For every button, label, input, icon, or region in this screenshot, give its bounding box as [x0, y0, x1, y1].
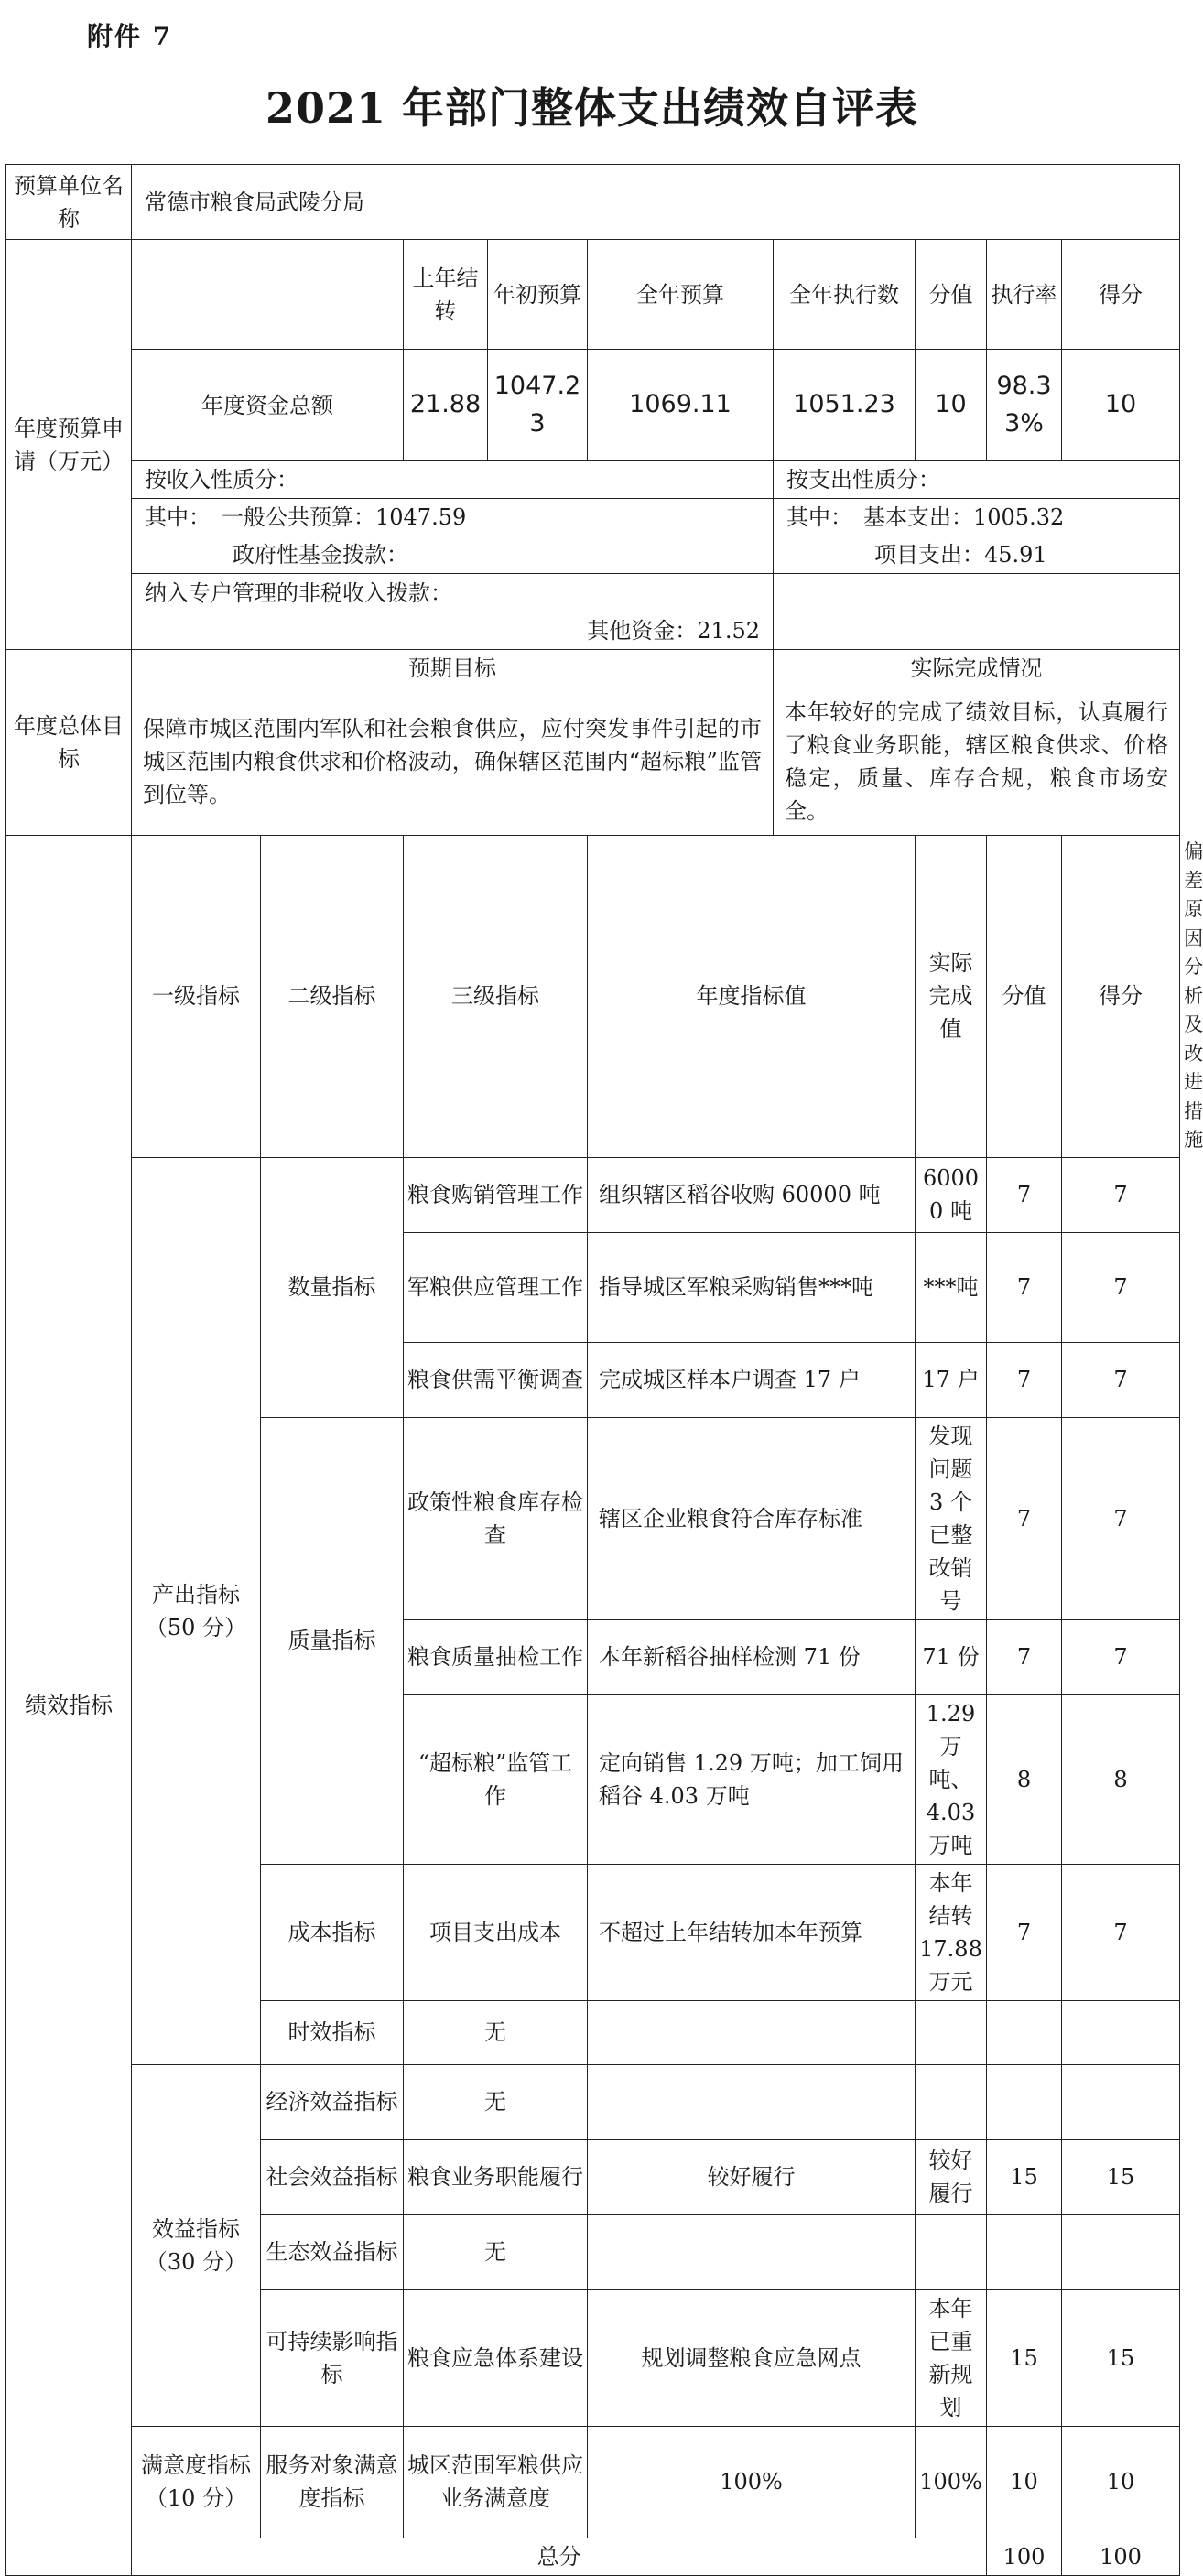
output-indicator-label: 产出指标（50 分）: [132, 1157, 261, 2064]
header-score: 得分: [1062, 240, 1180, 350]
actual-cell: 发现问题 3 个已整改销号: [916, 1417, 987, 1619]
score-cell: [1062, 2000, 1180, 2064]
expense-blank-1: [774, 574, 1180, 612]
actual-cell: 60000 吨: [916, 1157, 987, 1232]
cost-indicator-label: 成本指标: [261, 1864, 404, 2000]
total-funds-label: 年度资金总额: [132, 350, 404, 461]
header-score-value: 分值: [916, 240, 987, 350]
actual-cell: 本年已重新规划: [916, 2289, 987, 2426]
satisfaction-indicator-label: 满意度指标（10 分）: [132, 2426, 261, 2538]
value-cell: 7: [987, 1619, 1062, 1694]
unit-value: 常德市粮食局武陵分局: [132, 165, 1180, 240]
expected-goal-text: 保障市城区范围内军队和社会粮食供应，应付突发事件引起的市城区范围内粮食供求和价格波动，确保辖区范围内“超标粮”监管到位等。: [132, 687, 774, 836]
target-cell: 较好履行: [588, 2139, 916, 2214]
target-cell: [588, 2000, 916, 2064]
actual-cell: [916, 2064, 987, 2139]
attachment-label: 附件 7: [87, 21, 173, 51]
basic-expense: 其中： 基本支出：1005.32: [774, 499, 1180, 536]
level3-cell: “超标粮”监管工作: [404, 1694, 588, 1864]
total-score: 10: [1062, 350, 1180, 461]
actual-cell: 17 户: [916, 1342, 987, 1417]
score-cell: 7: [1062, 1342, 1180, 1417]
budget-label: 年度预算申请（万元）: [6, 240, 132, 650]
target-cell: 指导城区军粮采购销售***吨: [588, 1232, 916, 1342]
expected-goal-title: 预期目标: [132, 650, 774, 687]
actual-cell: 较好履行: [916, 2139, 987, 2214]
score-cell: [1062, 2214, 1180, 2289]
score-cell: 15: [1062, 2139, 1180, 2214]
level2-cell: 经济效益指标: [261, 2064, 404, 2139]
quantity-indicator-label: 数量指标: [261, 1157, 404, 1417]
level3-cell: 项目支出成本: [404, 1864, 588, 2000]
header-rate: 执行率: [987, 240, 1062, 350]
score-cell: [1062, 2064, 1180, 2139]
target-cell: 辖区企业粮食符合库存标准: [588, 1417, 916, 1619]
actual-cell: ***吨: [916, 1232, 987, 1342]
level2-cell: 服务对象满意度指标: [261, 2426, 404, 2538]
actual-cell: 100%: [916, 2426, 987, 2538]
page-title: 2021 年部门整体支出绩效自评表: [265, 83, 919, 133]
value-cell: 7: [987, 1864, 1062, 2000]
value-cell: [987, 2214, 1062, 2289]
total-score-points: 100: [1062, 2538, 1180, 2575]
level3-cell: 无: [404, 2000, 588, 2064]
total-score-label: 总分: [132, 2538, 987, 2575]
value-cell: 7: [987, 1157, 1062, 1232]
header-full: 全年预算: [588, 240, 774, 350]
score-cell: 7: [1062, 1157, 1180, 1232]
header-exec: 全年执行数: [774, 240, 916, 350]
quality-indicator-label: 质量指标: [261, 1417, 404, 1864]
total-rate: 98.33%: [987, 350, 1062, 461]
level3-cell: 政策性粮食库存检查: [404, 1417, 588, 1619]
expense-title: 按支出性质分：: [774, 461, 1180, 499]
income-title: 按收入性质分：: [132, 461, 774, 499]
total-initial: 1047.23: [488, 350, 588, 461]
value-cell: 15: [987, 2139, 1062, 2214]
value-cell: 7: [987, 1417, 1062, 1619]
header-level1: 一级指标: [132, 836, 261, 1158]
score-cell: 10: [1062, 2426, 1180, 2538]
nontax-income: 纳入专户管理的非税收入拨款：: [132, 574, 774, 612]
header-target: 年度指标值: [588, 836, 916, 1158]
evaluation-table: 预算单位名称 常德市粮食局武陵分局 年度预算申请（万元） 上年结转 年初预算 全年预算 全年执行数 分值 执行率 得分 年度资金总额 21.88 1047.23 1069.11 1051.23 10 98.33% 10 按收入性质分： 按支出性质分： 其中： 一般公共预算：1047.59 其中： 基本支出：1005.32 政府性基金拨款： 项目支出：45.91 纳入专户管理的非税收入拨款： 其他资金：21.52 年度总体目标 预期目标 实际完成情况 保障市城区范围内军队和社会粮食供应，应付突发事件引起的市城区范围内粮食供求和价格波动，确保辖区范围内“超标粮”监管到位等。 本年较好的完成了绩效目标，认真履行了粮食业务职能，辖区粮食供求、价格稳定，质量、库存合规，粮食市场安全。 绩效指标 一级指标 二级指标 三级指标 年度指标值 实际完成值 分值 得分 偏差原因分析及改进措施 产出指标（50 分） 数量指标 粮食购销管理工作 组织辖区稻谷收购 60000 吨 60000 吨 7 7 军粮供应管理工作 指导城区军粮采购销售***吨 ***吨 7 7 粮食供需平衡调查 完成城区样本户调查 17 户 17 户 7 7 质量指标 政策性粮食库存检查 辖区企业粮食符合库存标准 发现问题 3 个已整改销号 7 7 粮食质量抽检工作 本年新稻谷抽样检测 71 份 71 份 7 7 “超标粮”监管工作 定向销售 1.29 万吨；加工饲用稻谷 4.03 万吨 1.29 万吨、4.03 万吨 8 8 成本指标 项目支出成本 不超过上年结转加本年预算 本年结转 17.88 万元 7 7 时效指标 无 效益指标（30 分） 经济效益指标 无 社会效益指标 粮食业务职能履行 较好履行 较好履行 15 15 生态效益指标 无 可持续影响指标 粮食应急体系建设 规划调整粮食应急网点 本年已重新规划 15 15 满意度指标（10 分） 服务对象满意度指标 城区范围军粮供应业务满意度 100% 100% 10 10 总分 100 100: [5, 164, 1180, 2576]
target-cell: 完成城区样本户调查 17 户: [588, 1342, 916, 1417]
score-cell: 7: [1062, 1417, 1180, 1619]
actual-cell: 71 份: [916, 1619, 987, 1694]
target-cell: 100%: [588, 2426, 916, 2538]
performance-label: 绩效指标: [6, 836, 132, 2576]
actual-cell: 1.29 万吨、4.03 万吨: [916, 1694, 987, 1864]
actual-cell: [916, 2214, 987, 2289]
expense-blank-2: [774, 612, 1180, 650]
level3-cell: 粮食业务职能履行: [404, 2139, 588, 2214]
value-cell: 15: [987, 2289, 1062, 2426]
header-level3: 三级指标: [404, 836, 588, 1158]
target-cell: 定向销售 1.29 万吨；加工饲用稻谷 4.03 万吨: [588, 1694, 916, 1864]
total-prev: 21.88: [404, 350, 488, 461]
target-cell: 组织辖区稻谷收购 60000 吨: [588, 1157, 916, 1232]
level3-cell: 军粮供应管理工作: [404, 1232, 588, 1342]
score-cell: 7: [1062, 1232, 1180, 1342]
header-actual: 实际完成值: [916, 836, 987, 1158]
level3-cell: 粮食购销管理工作: [404, 1157, 588, 1232]
target-cell: 本年新稻谷抽样检测 71 份: [588, 1619, 916, 1694]
level3-cell: 无: [404, 2214, 588, 2289]
level2-cell: 生态效益指标: [261, 2214, 404, 2289]
project-expense: 项目支出：45.91: [774, 536, 1180, 574]
level3-cell: 城区范围军粮供应业务满意度: [404, 2426, 588, 2538]
value-cell: 8: [987, 1694, 1062, 1864]
level2-cell: 可持续影响指标: [261, 2289, 404, 2426]
header-initial: 年初预算: [488, 240, 588, 350]
level3-cell: 粮食应急体系建设: [404, 2289, 588, 2426]
level2-cell: 社会效益指标: [261, 2139, 404, 2214]
timeliness-indicator-label: 时效指标: [261, 2000, 404, 2064]
value-cell: 7: [987, 1232, 1062, 1342]
benefit-indicator-label: 效益指标（30 分）: [132, 2064, 261, 2426]
level3-cell: 无: [404, 2064, 588, 2139]
actual-cell: 本年结转 17.88 万元: [916, 1864, 987, 2000]
general-budget: 其中： 一般公共预算：1047.59: [132, 499, 774, 536]
level3-cell: 粮食质量抽检工作: [404, 1619, 588, 1694]
score-cell: 7: [1062, 1619, 1180, 1694]
header-level2: 二级指标: [261, 836, 404, 1158]
value-cell: [987, 2064, 1062, 2139]
target-cell: 规划调整粮食应急网点: [588, 2289, 916, 2426]
actual-result-text: 本年较好的完成了绩效目标，认真履行了粮食业务职能，辖区粮食供求、价格稳定，质量、库存合规，粮食市场安全。: [774, 687, 1180, 836]
value-cell: 10: [987, 2426, 1062, 2538]
level3-cell: 粮食供需平衡调查: [404, 1342, 588, 1417]
other-funds: 其他资金：21.52: [132, 612, 774, 650]
value-cell: 7: [987, 1342, 1062, 1417]
total-full: 1069.11: [588, 350, 774, 461]
header-score-perf: 得分: [1062, 836, 1180, 1158]
header-value: 分值: [987, 836, 1062, 1158]
total-exec: 1051.23: [774, 350, 916, 461]
target-cell: 不超过上年结转加本年预算: [588, 1864, 916, 2000]
score-cell: 7: [1062, 1864, 1180, 2000]
score-cell: 15: [1062, 2289, 1180, 2426]
header-prev: 上年结转: [404, 240, 488, 350]
actual-result-title: 实际完成情况: [774, 650, 1180, 687]
goal-label: 年度总体目标: [6, 650, 132, 836]
unit-label: 预算单位名称: [6, 165, 132, 240]
target-cell: [588, 2064, 916, 2139]
value-cell: [987, 2000, 1062, 2064]
actual-cell: [916, 2000, 987, 2064]
total-score-value: 100: [987, 2538, 1062, 2575]
budget-header-blank: [132, 240, 404, 350]
government-fund: 政府性基金拨款：: [132, 536, 774, 574]
score-cell: 8: [1062, 1694, 1180, 1864]
target-cell: [588, 2214, 916, 2289]
total-score-value: 10: [916, 350, 987, 461]
